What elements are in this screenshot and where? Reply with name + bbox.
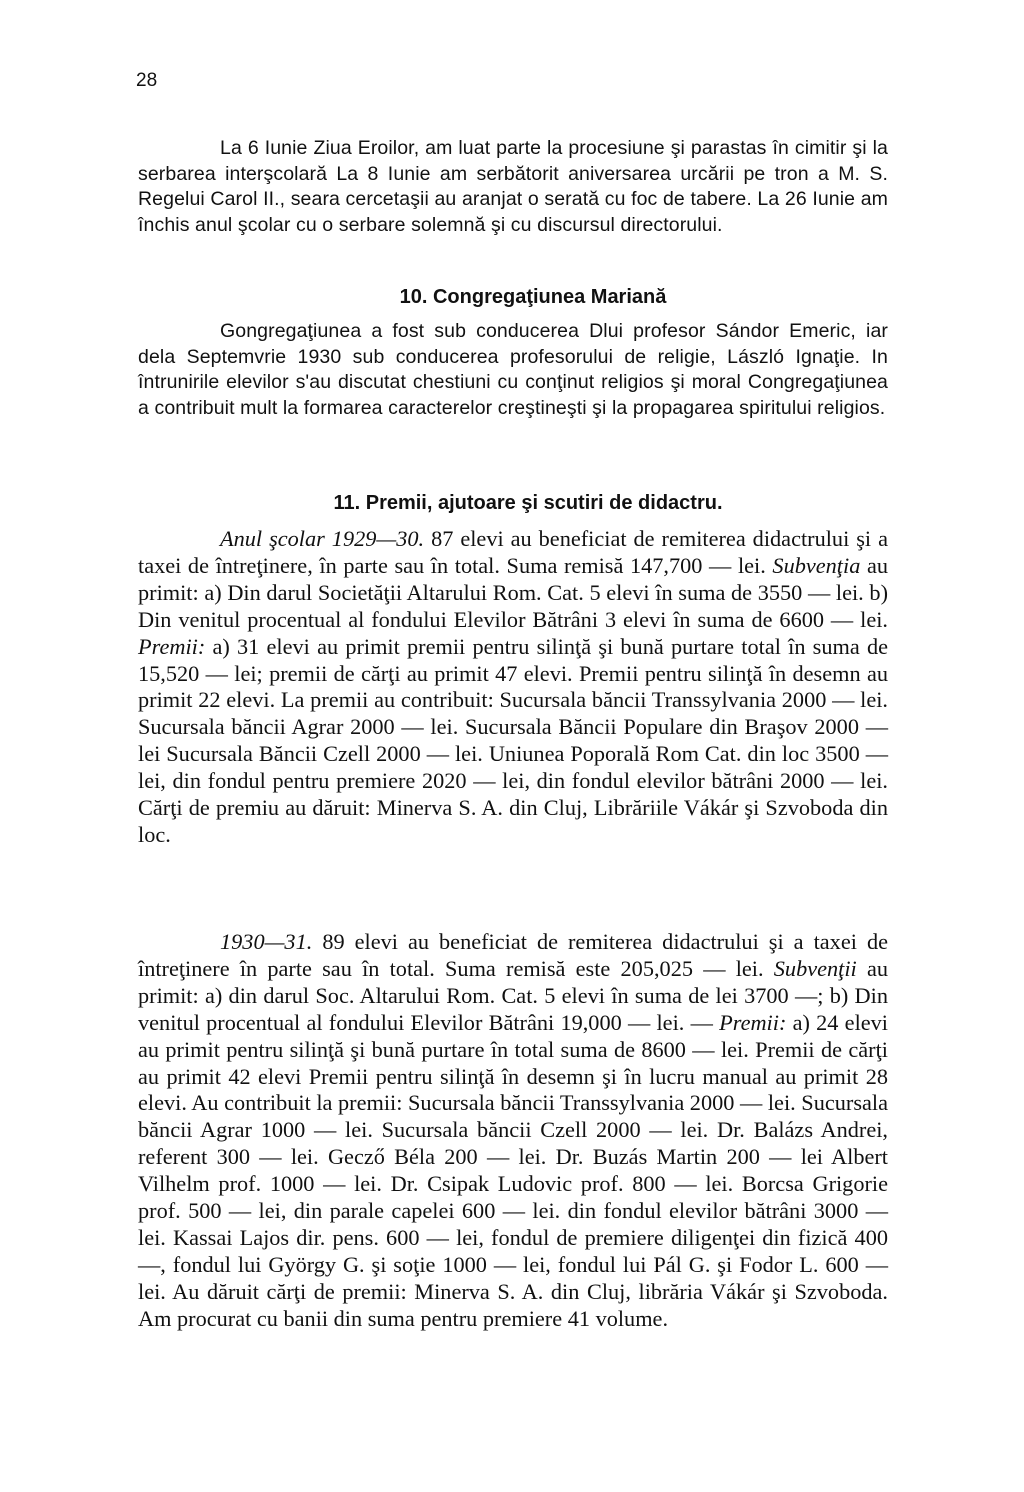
page-number: 28 (136, 70, 158, 91)
paragraph-anul-1930 (138, 929, 888, 1333)
text-span: a) 31 elevi au primit premii pentru silinţă şi bună purtare total în suma de 15,520 — lei; premii de cărţi au primit 47 elevi. Premii pentru silinţă în desemn au primit 22 elevi. La premii au contribuit: Sucursala băncii Transsylvania 2000 — lei. Sucursala băncii Agrar 2000 — lei. Sucursala Băncii Populare din Braşov 2000 — lei Sucursala Băncii Czell 2000 — lei. Uniunea Poporală Rom Cat. din loc 3500 — lei, din fondul pentru premiere 2020 — lei, din fondul elevilor bătrâni 2000 — lei. Cărţi de premiu au dăruit: Minerva S. A. din Cluj, Librăriile Vákár şi Szvoboda din loc. (138, 633, 888, 847)
paragraph-anul-1929 (138, 526, 888, 849)
section-heading-congregatie: 10. Congregaţiunea Mariană (399, 286, 667, 308)
text-span: au primit: a) Din darul Societăţii Altarului Rom. Cat. 5 elevi în suma de 3550 — lei. b) Din venitul procentual al fondului Elevilor Bătrâni 3 elevi în suma de 6600 — lei. (138, 552, 889, 632)
text-span: au primit: a) din darul Soc. Altarului Rom. Cat. 5 elevi în suma de lei 3700 —; b) Din venitul procentual al fondului Elevilor Bătrâni 19,000 — lei. — (138, 955, 889, 1035)
paragraph-intro: La 6 Iunie Ziua Eroilor, am luat parte la procesiune şi parastas în cimitir şi la serbarea interşcolară La 8 Iunie am serbătorit aniversarea urcării pe tron a M. S. Regelui Carol II., seara cercetaşii au aranjat o serată cu foc de tabere. La 26 Iunie am închis anul şcolar cu o serbare solemnă şi cu discursul directorului. (138, 137, 888, 237)
paragraph-congregatie: Gongregaţiunea a fost sub conducerea Dlui profesor Sándor Emeric, iar dela Septemvrie 1930 sub conducerea profesorului de religie, László Ignaţie. In întrunirile elevilor s'au discutat chestiuni cu conţinut religios şi moral Congregaţiunea a contribuit mult la formarea caracterelor creştineşti şi la propagarea spiritului religios. (138, 320, 888, 420)
text-span: 87 elevi au beneficiat de remiterea didactrului şi a taxei de întreţinere, în parte sau în total. Suma remisă 147,700 — lei. (138, 526, 888, 578)
text-span: 89 elevi au beneficiat de remiterea didactrului şi a taxei de întreţinere în parte sau în total. Suma remisă este 205,025 — lei. (138, 929, 888, 981)
premii-label: Premii: (719, 1009, 787, 1035)
year-label-1930: 1930—31. (220, 929, 313, 954)
year-label-1929: Anul şcolar 1929—30. (220, 526, 425, 551)
premii-label: Premii: (138, 633, 206, 659)
text-span: a) 24 elevi au primit pentru silinţă şi bună purtare în total suma de 8600 — lei. Premii de cărţi au primit 42 elevi Premii pentru silinţă în desemn şi în lucru manual au primit 28 elevi. Au contribuit la premii: Sucursala băncii Transsylvania 2000 — lei. Sucursala băncii Agrar 1000 — lei. Sucursala băncii Czell 2000 — lei. Dr. Balázs Andrei, referent 300 — lei. Gecző Béla 200 — lei. Dr. Buzás Martin 200 — lei Albert Vilhelm prof. 1000 — lei. Dr. Csipak Ludovic prof. 800 — lei. Borcsa Grigorie prof. 500 — lei, din parale capelei 600 — lei. din fondul elevilor bătrâni 3000 — lei. Kassai Lajos dir. pens. 600 — lei, fondul de premiere diligenţei din fizică 400 —, fondul lui György G. şi soţie 1000 — lei, fondul lui Pál G. şi Fodor L. 600 — lei. Au dăruit cărţi de premii: Minerva S. A. din Cluj, librăria Vákár şi Szvoboda. Am procurat cu banii din suma pentru premiere 41 volume. (138, 1009, 888, 1331)
section-heading-premii: 11. Premii, ajutoare şi scutiri de didactru. (333, 492, 723, 514)
subventia-label: Subvenţia (772, 552, 861, 578)
subventii-label: Subvenţii (773, 955, 857, 981)
